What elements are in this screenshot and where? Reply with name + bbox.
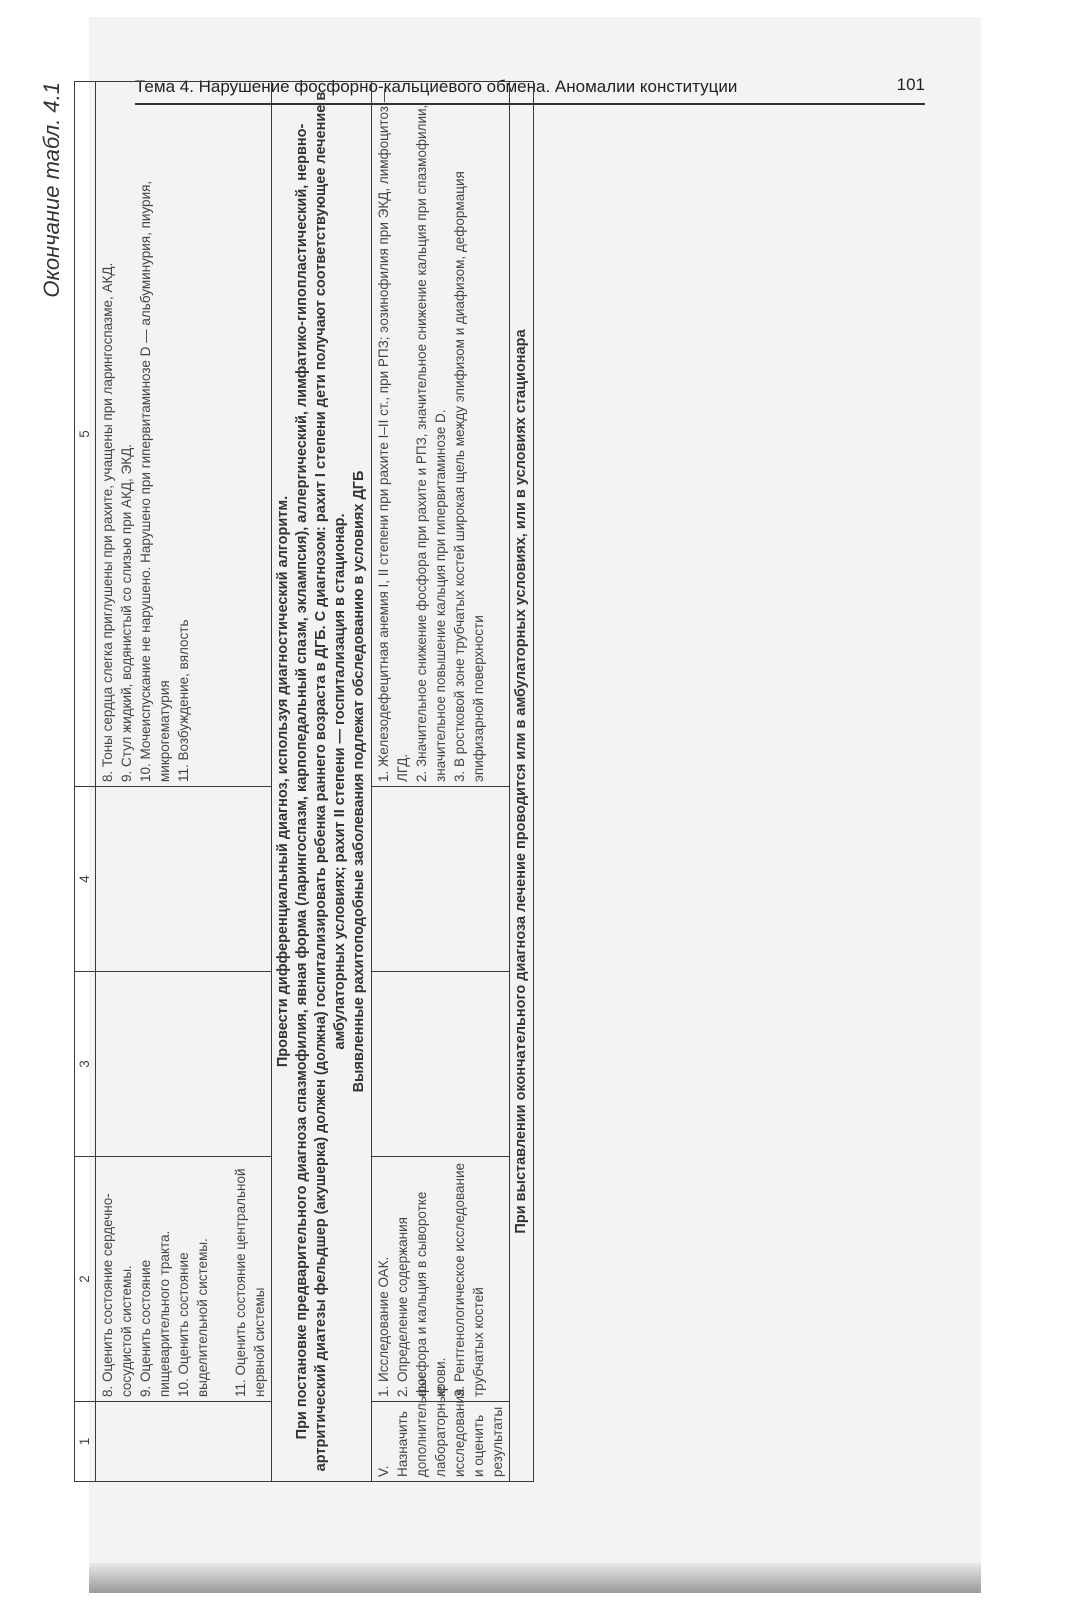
table-4-1 xyxy=(74,81,534,1482)
page-number: 101 xyxy=(896,75,925,94)
column-header: 3 xyxy=(75,972,96,1157)
table-cell: V. Назначить дополнительные лабораторные исследования и оценить результаты xyxy=(372,1402,510,1482)
table-cell xyxy=(96,1157,272,1402)
table-row xyxy=(96,82,272,1482)
table-cell-spanning xyxy=(272,82,372,1482)
table-span-row xyxy=(510,82,534,1482)
list-item: 9. Стул жидкий, водянистый со слизью при АКД, ЭКД. xyxy=(119,444,134,782)
table-cell-spanning: При выставлении окончательного диагноза лечение проводится или в амбулаторных условиях, или в условиях стационара xyxy=(510,82,534,1482)
algorithm-note: Провести дифференциальный диагноз, используя диагностический алгоритм. xyxy=(275,495,291,1068)
table-cell xyxy=(96,82,272,787)
table-cell xyxy=(96,1402,272,1482)
column-header: 2 xyxy=(75,1157,96,1402)
table-cell xyxy=(96,972,272,1157)
scan-shadow xyxy=(89,1563,981,1593)
table-caption: Окончание табл. 4.1 xyxy=(39,82,64,298)
list-item: 2. Определение содержания фосфора и кальция в сыворотке крови. xyxy=(395,1191,448,1397)
table-cell xyxy=(96,787,272,972)
table-row xyxy=(372,82,510,1482)
list-item: 2. Значительное снижение фосфора при рахите и РПЗ, значительное снижение кальция при спазмофилии, значительное повышение кальция при гипервитаминозе D. xyxy=(414,104,448,782)
list-item: 11. Оценить состояние центральной нервной системы xyxy=(233,1168,267,1397)
rickets-like-note: Выявленные рахитоподобные заболевания подлежат обследованию в условиях ДГБ xyxy=(351,470,367,1093)
list-item: 11. Возбуждение, вялость xyxy=(176,619,191,782)
list-item: 8. Тоны сердца слегка приглушены при рахите, учащены при ларингоспазме, АКД. xyxy=(100,262,115,782)
column-header: 4 xyxy=(75,787,96,972)
header-title: Тема 4. Нарушение фосфорно-кальциевого обмена. Аномалии конституции xyxy=(135,77,738,96)
column-header: 5 xyxy=(75,82,96,787)
list-item: 9. Оценить состояние пищеварительного тракта. xyxy=(138,1230,172,1397)
list-item: 1. Исследование ОАК. xyxy=(376,1256,391,1397)
hospitalization-note: При постановке предварительного диагноза спазмофилия, явная форма (ларингоспазм, карпопедальный спазм, эклампсия), аллергический, лимфатико-гипопластический, нервно-артритический диатезы фельдшер (акушерка) должен (должна) госпитализировать ребенка раннего возраста в ДГБ. С диагнозом: рахит I степени дети получают соответствующее лечение в амбулаторных условиях; рахит II степени — госпитализация в стационар. xyxy=(294,91,348,1472)
table-cell xyxy=(372,1157,510,1402)
list-item: 10. Мочеиспускание не нарушено. Нарушено при гипервитаминозе D — альбуминурия, пиурия, микрогематурия xyxy=(138,180,172,782)
list-item: 3. Рентгенологическое исследование трубчатых костей xyxy=(452,1162,486,1397)
table-header-row xyxy=(75,82,96,1482)
column-header: 1 xyxy=(75,1402,96,1482)
table-cell xyxy=(372,972,510,1157)
table-span-row xyxy=(272,82,372,1482)
rotated-table-block xyxy=(35,82,655,1482)
list-item: 8. Оценить состояние сердечно-сосудистой системы. xyxy=(100,1193,134,1397)
list-item: 3. В ростковой зоне трубчатых костей широкая щель между эпифизом и диафизом, деформация эпифизарной поверхности xyxy=(452,171,486,782)
list-item: 1. Железодефецитная анемия I, II степени при рахите I–II ст., при РПЗ; эозинофилия при ЭКД, лимфоцитоз — ЛГД. xyxy=(376,88,410,782)
table-cell xyxy=(372,787,510,972)
list-item: 10. Оценить состояние выделительной системы. xyxy=(176,1238,210,1397)
table-cell xyxy=(372,82,510,787)
